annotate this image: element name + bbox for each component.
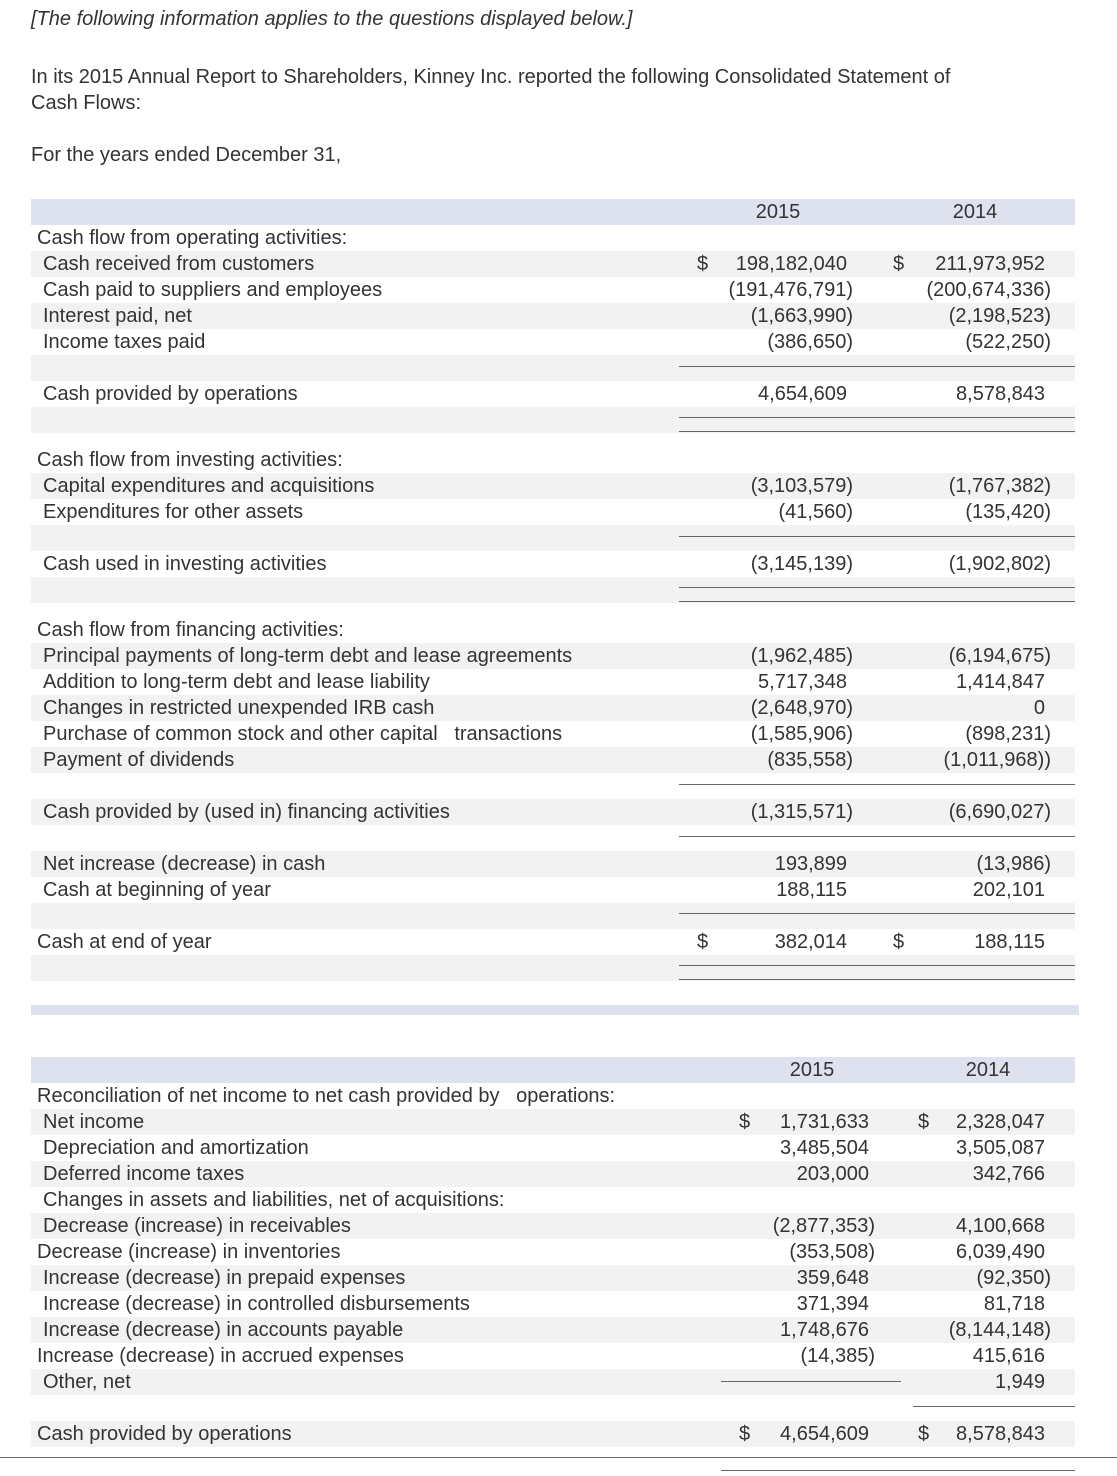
- row-label: Increase (decrease) in prepaid expenses: [43, 1267, 406, 1289]
- row-label: Changes in assets and liabilities, net of acquisitions:: [43, 1189, 505, 1211]
- value-2015: (41,560): [778, 501, 853, 523]
- row-band: [31, 355, 1075, 381]
- row-label: Cash paid to suppliers and employees: [43, 279, 383, 301]
- value-2014: (92,350): [976, 1267, 1051, 1289]
- value-2014: 1,949: [994, 1371, 1045, 1393]
- subtotal-rule: [679, 536, 1075, 537]
- total-2014: (6,690,027): [948, 801, 1051, 823]
- total-2015: 4,654,609: [758, 383, 847, 405]
- value-2015: (191,476,791): [728, 279, 853, 301]
- subtotal-rule-2014: [913, 1406, 1075, 1407]
- subtotal-rule: [679, 366, 1075, 367]
- net-change-label: Net increase (decrease) in cash: [43, 853, 326, 875]
- year-header-2015: 2015: [755, 201, 801, 223]
- row-label: Other, net: [43, 1371, 131, 1393]
- value-2014: (1,011,968)): [943, 749, 1051, 771]
- section-heading-operating: Cash flow from operating activities:: [37, 227, 348, 249]
- currency-symbol: $: [893, 931, 905, 953]
- row-label: Purchase of common stock and other capital transactions: [43, 723, 563, 745]
- value-2015: (1,962,485): [750, 645, 853, 667]
- value-2015: (835,558): [767, 749, 853, 771]
- value-2015: 198,182,040: [735, 253, 847, 275]
- value-2015: (1,585,906): [750, 723, 853, 745]
- value-2014: 1,414,847: [956, 671, 1045, 693]
- reconciliation-heading: Reconciliation of net income to net cash provided by operations:: [37, 1085, 616, 1107]
- net-change-2015: 193,899: [774, 853, 847, 875]
- value-2014: 0: [1033, 697, 1045, 719]
- value-2015: (386,650): [767, 331, 853, 353]
- value-2014: 415,616: [972, 1345, 1045, 1367]
- total-2015: (3,145,139): [750, 553, 853, 575]
- currency-symbol: $: [739, 1423, 751, 1445]
- row-label: Addition to long-term debt and lease liability: [43, 671, 430, 693]
- total-label: Cash provided by operations: [37, 1423, 292, 1445]
- section-heading-investing: Cash flow from investing activities:: [37, 449, 343, 471]
- double-rule-bottom: [679, 431, 1075, 432]
- value-2015: (2,648,970): [750, 697, 853, 719]
- total-2014: 8,578,843: [956, 1423, 1045, 1445]
- beginning-cash-2015: 188,115: [776, 879, 847, 901]
- value-2014: 2,328,047: [956, 1111, 1045, 1133]
- double-rule-bottom: [721, 1470, 1075, 1471]
- total-2014: (1,902,802): [948, 553, 1051, 575]
- value-2015: 371,394: [796, 1293, 869, 1315]
- double-rule-top: [679, 587, 1075, 588]
- year-header-2014: 2014: [965, 1059, 1011, 1081]
- row-label: Decrease (increase) in inventories: [37, 1241, 341, 1263]
- value-2015: (3,103,579): [750, 475, 853, 497]
- row-label: Expenditures for other assets: [43, 501, 304, 523]
- section-divider: [31, 1005, 1079, 1015]
- value-2015: (2,877,353): [772, 1215, 875, 1237]
- value-2014: 342,766: [972, 1163, 1045, 1185]
- currency-symbol: $: [697, 253, 709, 275]
- row-label: Increase (decrease) in accrued expenses: [37, 1345, 404, 1367]
- value-2014: (200,674,336): [926, 279, 1051, 301]
- value-2014: (2,198,523): [948, 305, 1051, 327]
- value-2014: 6,039,490: [956, 1241, 1045, 1263]
- total-label: Cash provided by (used in) financing activities: [43, 801, 450, 823]
- currency-symbol: $: [918, 1423, 930, 1445]
- total-label: Cash used in investing activities: [43, 553, 327, 575]
- row-label: Payment of dividends: [43, 749, 235, 771]
- ending-cash-2015: 382,014: [774, 931, 847, 953]
- row-band: [31, 955, 1075, 981]
- value-2015: 3,485,504: [780, 1137, 869, 1159]
- total-2015: 4,654,609: [780, 1423, 869, 1445]
- total-2015: (1,315,571): [750, 801, 853, 823]
- value-2015: (353,508): [789, 1241, 875, 1263]
- total-label: Cash provided by operations: [43, 383, 298, 405]
- currency-symbol: $: [739, 1111, 751, 1133]
- subtotal-rule-2015: [721, 1381, 901, 1382]
- value-2015: 359,648: [796, 1267, 869, 1289]
- value-2014: 4,100,668: [956, 1215, 1045, 1237]
- value-2015: (1,663,990): [750, 305, 853, 327]
- row-label: Increase (decrease) in controlled disbursements: [43, 1293, 470, 1315]
- currency-symbol: $: [697, 931, 709, 953]
- row-label: Decrease (increase) in receivables: [43, 1215, 351, 1237]
- intro-note: [The following information applies to the questions displayed below.]: [31, 8, 633, 30]
- total-2014: 8,578,843: [956, 383, 1045, 405]
- net-change-2014: (13,986): [976, 853, 1051, 875]
- ending-cash-2014: 188,115: [974, 931, 1045, 953]
- year-header-2014: 2014: [952, 201, 998, 223]
- double-rule-top: [679, 417, 1075, 418]
- row-label: Net income: [43, 1111, 145, 1133]
- value-2015: (14,385): [800, 1345, 875, 1367]
- value-2014: (898,231): [965, 723, 1051, 745]
- row-band: [31, 407, 1075, 433]
- ending-cash-label: Cash at end of year: [37, 931, 212, 953]
- bottom-rule: [0, 1457, 1117, 1458]
- value-2015: 5,717,348: [758, 671, 847, 693]
- intro-text-line1: In its 2015 Annual Report to Shareholders, Kinney Inc. reported the following Consolidated Statement of: [31, 66, 951, 88]
- row-label: Principal payments of long-term debt and lease agreements: [43, 645, 573, 667]
- beginning-cash-label: Cash at beginning of year: [43, 879, 271, 901]
- value-2014: 211,973,952: [935, 253, 1045, 275]
- period-label: For the years ended December 31,: [31, 144, 342, 166]
- section-heading-financing: Cash flow from financing activities:: [37, 619, 344, 641]
- double-rule-bottom: [679, 601, 1075, 602]
- value-2014: (6,194,675): [948, 645, 1051, 667]
- value-2014: 81,718: [983, 1293, 1045, 1315]
- double-rule-bottom: [679, 979, 1075, 980]
- currency-symbol: $: [918, 1111, 930, 1133]
- value-2015: 1,731,633: [780, 1111, 869, 1133]
- value-2014: (1,767,382): [948, 475, 1051, 497]
- subtotal-rule: [679, 913, 1075, 914]
- row-label: Capital expenditures and acquisitions: [43, 475, 375, 497]
- value-2014: (135,420): [965, 501, 1051, 523]
- value-2014: (8,144,148): [948, 1319, 1051, 1341]
- double-rule-top: [679, 965, 1075, 966]
- currency-symbol: $: [893, 253, 905, 275]
- value-2014: (522,250): [965, 331, 1051, 353]
- row-label: Changes in restricted unexpended IRB cash: [43, 697, 435, 719]
- beginning-cash-2014: 202,101: [972, 879, 1045, 901]
- row-label: Increase (decrease) in accounts payable: [43, 1319, 404, 1341]
- subtotal-rule: [679, 836, 1075, 837]
- subtotal-rule: [679, 784, 1075, 785]
- row-band: [31, 525, 1075, 551]
- value-2015: 1,748,676: [780, 1319, 869, 1341]
- row-band: [31, 577, 1075, 603]
- value-2014: 3,505,087: [956, 1137, 1045, 1159]
- row-label: Cash received from customers: [43, 253, 315, 275]
- row-label: Income taxes paid: [43, 331, 206, 353]
- row-label: Depreciation and amortization: [43, 1137, 309, 1159]
- intro-text-line2: Cash Flows:: [31, 92, 142, 114]
- row-band: [31, 903, 1075, 929]
- row-label: Deferred income taxes: [43, 1163, 245, 1185]
- row-label: Interest paid, net: [43, 305, 192, 327]
- year-header-2015: 2015: [789, 1059, 835, 1081]
- value-2015: 203,000: [796, 1163, 869, 1185]
